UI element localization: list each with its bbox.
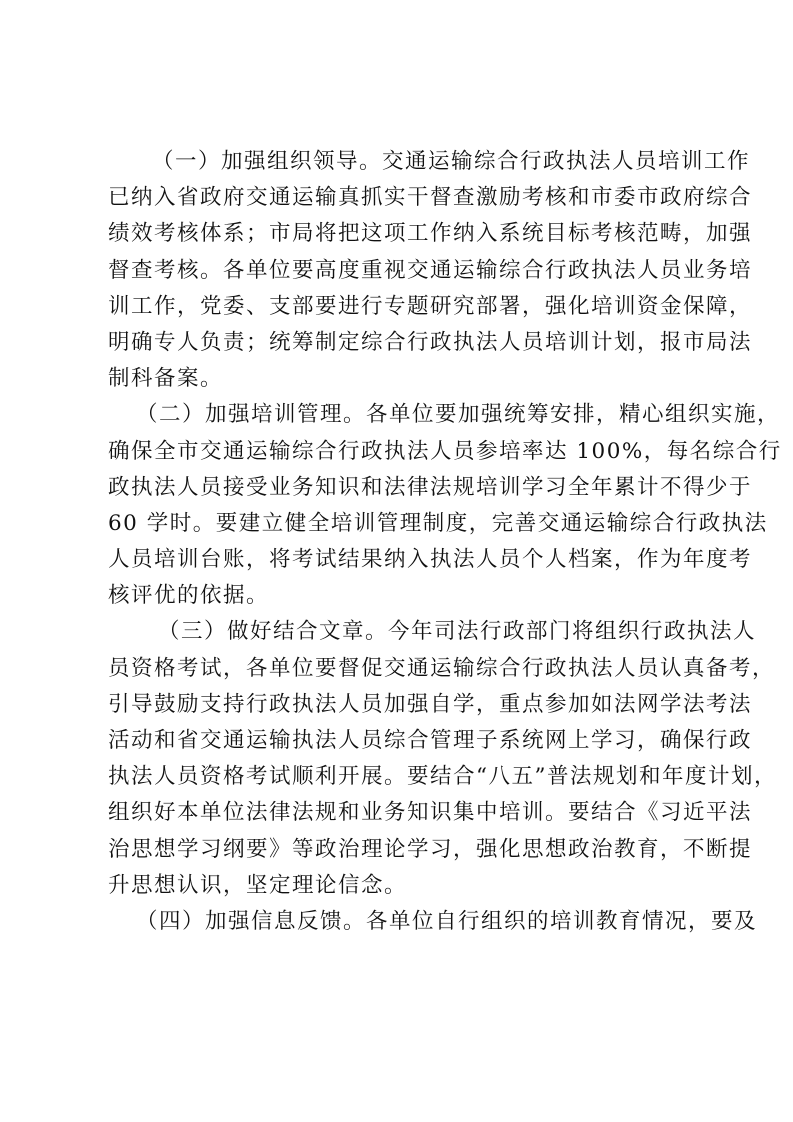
paragraph-3-line-8: 升思想认识，坚定理论信念。 [108,872,408,898]
paragraph-3-line-7: 治思想学习纲要》等政治理论学习，强化思想政治教育，不断提 [108,836,753,862]
paragraph-2-line-5: 人员培训台账，将考试结果纳入执法人员个人档案，作为年度考 [108,547,753,573]
paragraph-1-line-5: 训工作，党委、支部要进行专题研究部署，强化培训资金保障， [108,293,753,319]
paragraph-1-line-7: 制科备案。 [108,366,224,392]
paragraph-2-line-4: 60 学时。要建立健全培训管理制度，完善交通运输综合行政执法 [108,510,768,536]
paragraph-3-line-1: （三）做好结合文章。今年司法行政部门将组织行政执法人 [158,619,757,645]
paragraph-3-line-3: 引导鼓励支持行政执法人员加强自学，重点参加如法网学法考法 [108,691,753,717]
paragraph-1-line-4: 督查考核。各单位要高度重视交通运输综合行政执法人员业务培 [108,257,753,283]
paragraph-1-line-3: 绩效考核体系；市局将把这项工作纳入系统目标考核范畴，加强 [108,221,753,247]
paragraph-3-line-4: 活动和省交通运输执法人员综合管理子系统网上学习，确保行政 [108,728,753,753]
paragraph-1-line-2: 已纳入省政府交通运输真抓实干督查激励考核和市委市政府综合 [108,185,753,211]
paragraph-3-line-5: 执法人员资格考试顺利开展。要结合“八五”普法规划和年度计划， [108,764,777,790]
paragraph-3-line-6: 组织好本单位法律法规和业务知识集中培训。要结合《习近平法 [108,800,753,826]
paragraph-1-line-1: （一）加强组织领导。交通运输综合行政执法人员培训工作 [152,149,751,174]
paragraph-2-line-2: 确保全市交通运输综合行政执法人员参培率达 100%，每名综合行 [108,438,782,464]
paragraph-4-line-1: （四）加强信息反馈。各单位自行组织的培训教育情况，要及 [136,908,758,934]
paragraph-2-line-6: 核评优的依据。 [108,583,270,609]
paragraph-3-line-2: 员资格考试，各单位要督促交通运输综合行政执法人员认真备考， [108,655,776,681]
document-body [108,147,782,943]
paragraph-1-line-6: 明确专人负责；统筹制定综合行政执法人员培训计划，报市局法 [108,329,753,355]
paragraph-2-line-1: （二）加强培训管理。各单位要加强统筹安排，精心组织实施， [136,402,781,428]
paragraph-2-line-3: 政执法人员接受业务知识和法律法规培训学习全年累计不得少于 [108,474,753,500]
